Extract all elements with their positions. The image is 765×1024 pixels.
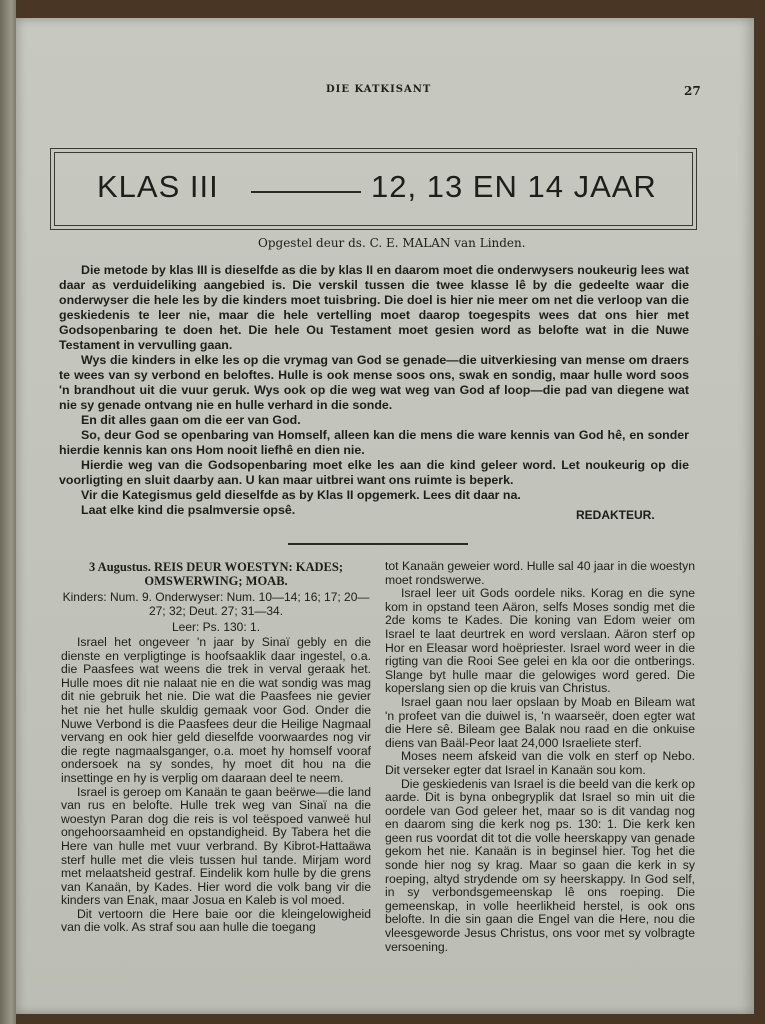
title-ages: 12, 13 EN 14 JAAR <box>371 169 657 204</box>
intro-paragraph: Die metode by klas III is dieselfde as die by klas II en daarom moet die onderwysers noukeurig lees wat daar as verduideliking aangebied is. Die verskil tussen die twee klasse lê by die gedeelte waar die onderwyser die hele les by die kinders moet tuisbring. Die doel is hier nie meer om net die verloop van die geskiedenis te leer nie, maar die hele vertelling moet daarop toegespits wees dat ons hier met Godsopenbaring te doen het. Die hele Ou Testament moet gesien word as belofte wat in die Nuwe Testament in vervulling gaan. <box>59 263 689 352</box>
intro-paragraph: Laat elke kind die psalmversie opsê. <box>81 503 296 517</box>
previous-page-edge <box>0 0 16 1024</box>
lesson-heading-line1: 3 Augustus. REIS DEUR WOESTYN: KADES; <box>88 560 343 574</box>
byline: Opgestel deur ds. C. E. MALAN van Linden. <box>258 236 526 250</box>
running-head: DIE KATKISANT <box>326 84 432 95</box>
body-paragraph: Israel leer uit Gods oordele niks. Korag en die syne kom in opstand teen Aäron, selfs Moses sondig met die 2de koms te Kades. Die koning van Edom weier om Israel te laat deurtrek en word verslaan. Aäron sterf op Hor en Eleasar word hoëpriester. Israel word weer in die rigting van die Rooi See gelei en kla oor die ontberings. Slange byt hulle maar die gelowiges word gered. Die koperslang sien op die kruis van Christus. <box>385 586 695 696</box>
page-number: 27 <box>684 84 701 98</box>
title-class: KLAS III <box>97 169 219 204</box>
intro-paragraph: So, deur God se openbaring van Homself, alleen kan die mens die ware kennis van God hê, en sonder hierdie kennis kan ons Hom nooit liefhê en dien nie. <box>59 428 689 457</box>
intro-text <box>59 263 689 518</box>
body-paragraph: Die geskiedenis van Israel is die beeld van die kerk op aarde. Dit is byna onbegryplik dat Israel so min uit die oordele van God geleer het, maar so is dit vandag nog en daarom sing die kerk nog ps. 130: 1. Die kerk ken geen rus voordat dit tot die volle heerskappy van genade gekom het nie. Kanaän is in beginsel hier. Tog het die sonde hier nog sy krag. Maar so gaan die kerk in sy roeping, altyd strydende om sy heerskappy. In God self, in sy verbondsgemeenskap lê ons roeping. Die gemeenskap, in volle heerlikheid herstel, is ook ons belofte. In die sin gaan die Engel van die Here, nou die vleesgeworde Jesus Christus, ons voor met sy volbragte versoening. <box>385 776 695 954</box>
intro-paragraph: Hierdie weg van die Godsopenbaring moet elke les aan die kind geleer word. Let noukeurig op die voorligting en sluit daarby aan. U kan maar uitbrei want ons ruimte is beperk. <box>59 458 689 487</box>
body-paragraph: Israel het ongeveer 'n jaar by Sinaï gebly en die dienste en verpligtinge is hoofsaaklik daar ingestel, o.a. die Paasfees wat weens die trek in verval geraak het. Hulle moes dit nie nalaat nie en die wat sondig was mag dit nie gebruik het nie. Die wat die Paasfees nie gevier het nie het hulle skuldig gemaak voor God. Onder die Nuwe Verbond is die Paasfees deur die Heilige Nagmaal vervang en ook hier geld dieselfde voorwaardes nog vir die regte nagmaalsganger, o.a. moet hy homself vooraf ondersoek na sy sondes, hy moet dit hou na die insettinge en hy is verplig om daaraan deel te neem. <box>61 635 371 785</box>
section-divider <box>288 543 468 545</box>
lesson-readings: Kinders: Num. 9. Onderwyser: Num. 10—14; 16; 17; 20—27; 32; Deut. 27; 31—34. <box>62 590 370 618</box>
body-paragraph: Israel gaan nou laer opslaan by Moab en Bileam wat 'n profeet van die duiwel is, 'n waarseër, doen egter wat die Here sê. Bileam gee Balak nou raad en die onkuise diens van Baäl-Peor laat 24,000 Israeliete sterf. <box>385 694 695 750</box>
lesson-heading-line2: OMSWERWING; MOAB. <box>144 574 288 588</box>
lesson-memory-verse: Leer: Ps. 130: 1. <box>171 620 261 634</box>
right-column <box>385 560 695 954</box>
body-paragraph: Dit vertoorn die Here baie oor die kleingelowigheid van die volk. As straf sou aan hulle die toegang <box>61 906 371 935</box>
intro-paragraph: Vir die Kategismus geld dieselfde as by Klas II opgemerk. Lees dit daar na. <box>81 488 521 502</box>
title-box <box>50 148 697 230</box>
body-paragraph: tot Kanaän geweier word. Hulle sal 40 jaar in die woestyn moet rondswerwe. <box>385 559 695 587</box>
intro-paragraph: Wys die kinders in elke les op die vrymag van God se genade—die uitverkiesing van mense om draers te wees van sy verbond en beloftes. Hulle is ook mense soos ons, swak en sondig, maar hulle word soos 'n brandhout uit die vuur geruk. Wys ook op die weg wat weg van God af loop—die pad van diegene wat nie sy genade ontvang nie en hulle verhard in die sonde. <box>59 353 689 412</box>
editor-signature: REDAKTEUR. <box>576 508 655 522</box>
left-column <box>61 560 371 935</box>
body-paragraph: Moses neem afskeid van die volk en sterf op Nebo. Dit verseker egter dat Israel in Kanaän sou kom. <box>385 749 695 777</box>
page <box>16 18 754 1014</box>
body-paragraph: Israel is geroep om Kanaän te gaan beërwe—die land van rus en belofte. Hulle trek weg van Sinaï na die woestyn Paran dog die reis is vol teëspoed vanweë hul ongehoorsaamheid en opstandigheid. By Tabera het die Here van hulle met vuur verbrand. By Kibrot-Hattaäwa sterf hulle met die vleis tussen hul tande. Mirjam word met melaatsheid gestraf. Eindelik kom hulle by die grens van Kanaän, by Kades. Hier word die volk bang vir die kinders van Enak, maar Josua en Kaleb is vol moed. <box>61 784 371 908</box>
intro-paragraph: En dit alles gaan om die eer van God. <box>81 413 301 427</box>
title-rule <box>251 189 361 193</box>
